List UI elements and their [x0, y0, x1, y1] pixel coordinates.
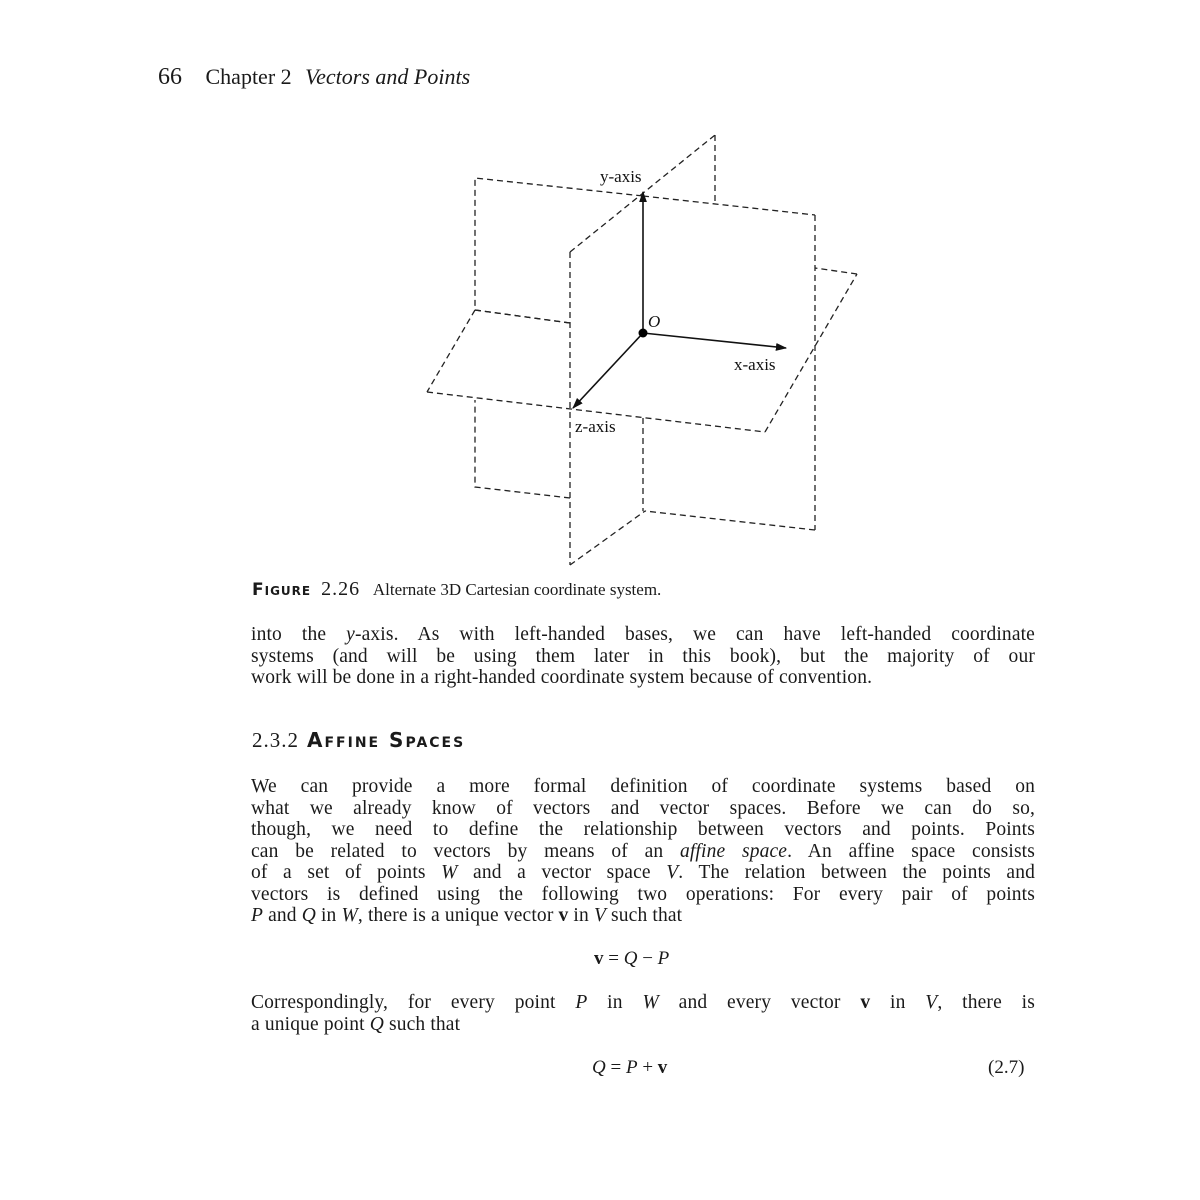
text-line: systems (and will be using them later in this book), but the majority of our	[251, 645, 1035, 667]
figure-caption	[252, 578, 661, 601]
equation-2-7: Q = P + v	[592, 1057, 668, 1078]
text-line: work will be done in a right-handed coordinate system because of convention.	[251, 667, 873, 688]
text-line: of a set of points W and a vector space V. The relation between the points and	[251, 862, 1035, 883]
xz-plane-back-left	[475, 310, 570, 323]
xy-plane-bottom-left	[475, 400, 570, 498]
paragraph-correspondingly	[251, 992, 1035, 1035]
section-title: Affine Spaces	[307, 728, 466, 752]
origin-point	[639, 329, 648, 338]
y-axis-label: y-axis	[600, 167, 642, 186]
xz-plane-right-edge	[765, 274, 857, 432]
x-axis-label: x-axis	[734, 355, 776, 374]
xz-plane-back-right	[815, 268, 857, 274]
paragraph-handedness	[251, 624, 1035, 689]
text-line: vectors is defined using the following two operations: For every pair of points	[251, 883, 1035, 905]
page-header	[158, 64, 470, 91]
paragraph-affine-definition	[251, 776, 1035, 927]
page-number: 66	[158, 64, 182, 90]
text-line: what we already know of vectors and vector spaces. Before we can do so,	[251, 797, 1035, 819]
text-line: a unique point Q such that	[251, 1013, 461, 1035]
xy-plane-bottom-right	[645, 511, 815, 530]
equation-v-equals-q-minus-p: v = Q − P	[594, 948, 670, 969]
text-line: can be related to vectors by means of an affine space. An affine space consists	[251, 840, 1035, 862]
xy-plane-top-left	[475, 178, 643, 323]
equation-number: (2.7)	[988, 1057, 1025, 1078]
z-axis-label: z-axis	[575, 417, 616, 436]
z-axis-line	[573, 333, 643, 408]
figure-caption-number: 2.26	[321, 578, 361, 600]
yz-plane-bottom-edge	[570, 511, 645, 565]
xy-plane-top-right	[643, 196, 815, 215]
figure-caption-text: Alternate 3D Cartesian coordinate system.	[372, 580, 662, 599]
x-axis-line	[643, 333, 786, 348]
text-line: though, we need to define the relationship between vectors and points. Points	[251, 819, 1035, 840]
text-line: P and Q in W, there is a unique vector v in V such that	[251, 905, 683, 926]
section-heading	[252, 728, 465, 753]
text-line: into the y-axis. As with left-handed bases, we can have left-handed coordinate	[251, 624, 1035, 645]
text-line: We can provide a more formal definition of coordinate systems based on	[251, 776, 1035, 797]
figure-svg	[400, 120, 880, 580]
origin-label: O	[648, 312, 661, 331]
figure-caption-label: Figure	[252, 580, 312, 600]
chapter-title: Vectors and Points	[305, 64, 471, 89]
text-line: Correspondingly, for every point P in W and every vector v in V, there is	[251, 992, 1035, 1013]
xz-plane-left-edge	[427, 310, 475, 392]
section-number: 2.3.2	[252, 728, 299, 752]
chapter-label: Chapter 2	[205, 64, 292, 89]
coordinate-system-figure	[400, 120, 880, 580]
